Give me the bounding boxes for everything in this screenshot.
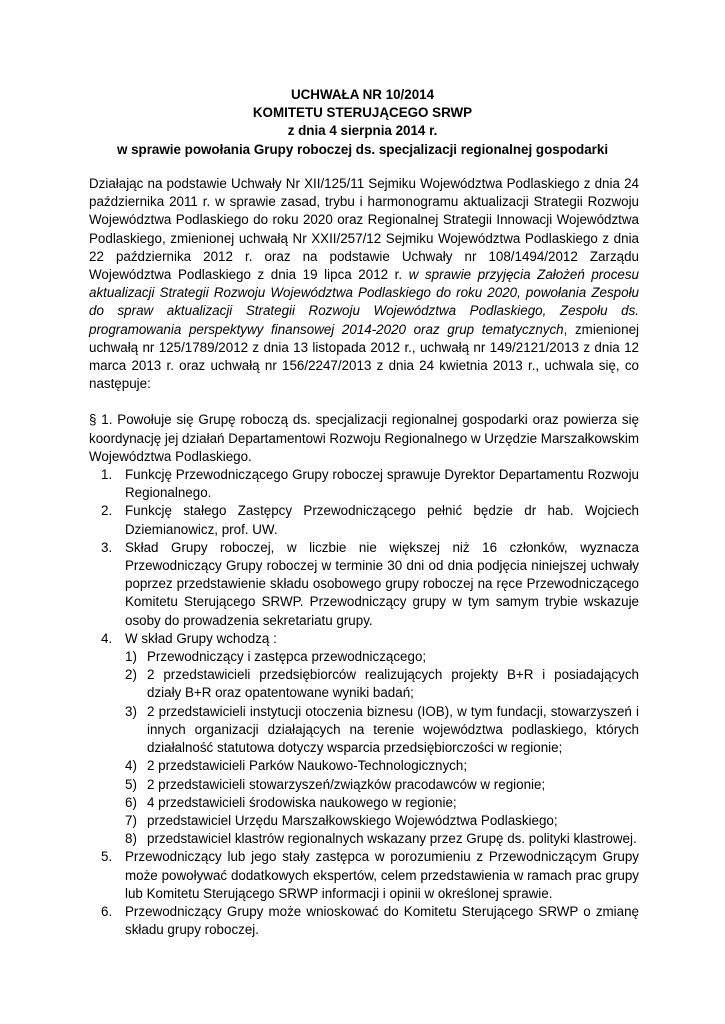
sub-list-item [125,830,639,848]
list-item-number: 2. [101,503,113,519]
list-item [89,502,639,538]
sub-list-item-number: 7) [125,812,137,828]
sub-list-item [125,703,639,758]
section-1-paragraph: § 1. Powołuje się Grupę roboczą ds. specjalizacji regionalnej gospodarki oraz powierza się koordynację jej działań Departamentowi Rozwoju Regionalnego w Urzędzie Marszałkowskim Województwa Podlaskiego. [89,412,640,464]
title-line-date: z dnia 4 sierpnia 2014 r. [287,123,438,139]
document-body [89,175,639,939]
list-item-number: 4. [101,630,113,646]
sub-list-item-number: 3) [125,703,137,719]
sub-list-item [125,648,639,666]
list-item-number: 3. [101,539,113,555]
preamble-text-1: Działając na podstawie Uchwały Nr XII/125/11 Sejmiku Województwa Podlaskiego z dnia 24 października 2011 r. w sprawie zasad, trybu i harmonogramu aktualizacji Strategii Rozwoju Województwa Podlaskiego do roku 2020 oraz Regionalnej Strategii Innowacji Województwa Podlaskiego, zmienionej uchwałą Nr XXII/257/12 Sejmiku Województwa Podlaskiego z dnia 22 października 2012 r. oraz na podstawie Uchwały nr 108/1494/2012 Zarządu Województwa Podlaskiego z dnia 19 lipca 2012 r. [89,176,639,283]
list-item [89,466,639,502]
sub-list-item [125,757,639,775]
sub-list-item-number: 6) [125,794,137,810]
title-line-committee: KOMITETU STERUJĄCEGO SRWP [252,105,473,121]
list-item [89,903,639,939]
resolution-title [0,86,725,159]
list-item [89,630,639,848]
list-item-text: W skład Grupy wchodzą : [125,630,277,646]
sub-list-item-number: 8) [125,831,137,847]
section-1-list [89,466,639,939]
list-item-text: Skład Grupy roboczej, w liczbie nie większej niż 16 członków, wyznacza Przewodniczący Grupy roboczej w terminie 30 dni od dnia podjęcia niniejszej uchwały poprzez przedstawienie składu osobowego grupy roboczej na ręce Przewodniczącego Komitetu Sterującego SRWP. Przewodniczący grupy w tym samym trybie wskazuje osoby do prowadzenia sekretariatu grupy. [125,539,639,628]
preamble-text-2: , zmienionej uchwałą nr 125/1789/2012 z dnia 13 listopada 2012 r., uchwałą nr 149/2121/2013 z dnia 12 marca 2013 r. oraz uchwałą nr 156/2247/2013 z dnia 24 kwietnia 2013 r., uchwala się, co następuje: [89,321,640,392]
list-item-number: 5. [101,849,113,865]
sub-list-item-text: Przewodniczący i zastępca przewodniczącego; [147,649,427,665]
sub-list-item-text: 4 przedstawicieli środowiska naukowego w regionie; [147,794,457,810]
list-item-number: 6. [101,903,113,919]
sub-list-item-text: 2 przedstawicieli stowarzyszeń/związków pracodawców w regionie; [147,776,546,792]
preamble-italic-title: w sprawie przyjęcia Założeń procesu aktualizacji Strategii Rozwoju Województwa Podlaskiego do roku 2020, powołania Zespołu do spraw aktualizacji Strategii Rozwoju Województwa Podlaskiego, Zespołu ds. programowania perspektywy finansowej 2014-2020 oraz grup tematycznych [89,267,640,337]
title-line-subject: w sprawie powołania Grupy roboczej ds. specjalizacji regionalnej gospodarki [116,141,609,157]
preamble-paragraph [89,175,639,393]
sub-list-item-number: 4) [125,758,137,774]
list-item-text: Przewodniczący lub jego stały zastępca w porozumieniu z Przewodniczącym Grupy może powoływać dodatkowych ekspertów, celem przedstawienia w ramach prac grupy lub Komitetu Sterującego SRWP informacji i opinii w określonej sprawie. [125,849,639,901]
list-item [89,539,639,630]
list-item-text: Funkcję Przewodniczącego Grupy roboczej sprawuje Dyrektor Departamentu Rozwoju Regionalnego. [125,467,639,501]
list-item-text: Przewodniczący Grupy może wnioskować do Komitetu Sterującego SRWP o zmianę składu grupy roboczej. [125,903,639,938]
sub-list-item-number: 5) [125,776,137,792]
sub-list-item [125,794,639,812]
sub-list-item-number: 1) [125,649,137,665]
sub-list-item-text: przedstawiciel Urzędu Marszałkowskiego Województwa Podlaskiego; [147,812,558,828]
sub-list-item [125,666,639,702]
sub-list-item-text: 2 przedstawicieli instytucji otoczenia biznesu (IOB), w tym fundacji, stowarzyszeń i innych organizacji działających na terenie województwa podlaskiego, których działalność statutowa dotyczy wsparcia przedsiębiorczości w regionie; [147,703,639,756]
list-item-number: 1. [101,467,113,483]
sub-list-item [125,776,639,794]
sub-list-item-text: przedstawiciel klastrów regionalnych wskazany przez Grupę ds. polityki klastrowej. [147,831,637,847]
sub-list-item-text: 2 przedstawicieli przedsiębiorców realizujących projekty B+R i posiadających działy B+R oraz opatentowane wyniki badań; [147,667,639,701]
sub-list-item [125,812,639,830]
sub-list-item-number: 2) [125,667,137,683]
group-composition-list [125,648,639,848]
list-item-text: Funkcję stałego Zastępcy Przewodniczącego pełnić będzie dr hab. Wojciech Dziemianowicz, prof. UW. [125,503,639,537]
list-item [89,848,639,903]
title-line-number: UCHWAŁA NR 10/2014 [290,87,435,102]
sub-list-item-text: 2 przedstawicieli Parków Naukowo-Technologicznych; [147,758,468,774]
